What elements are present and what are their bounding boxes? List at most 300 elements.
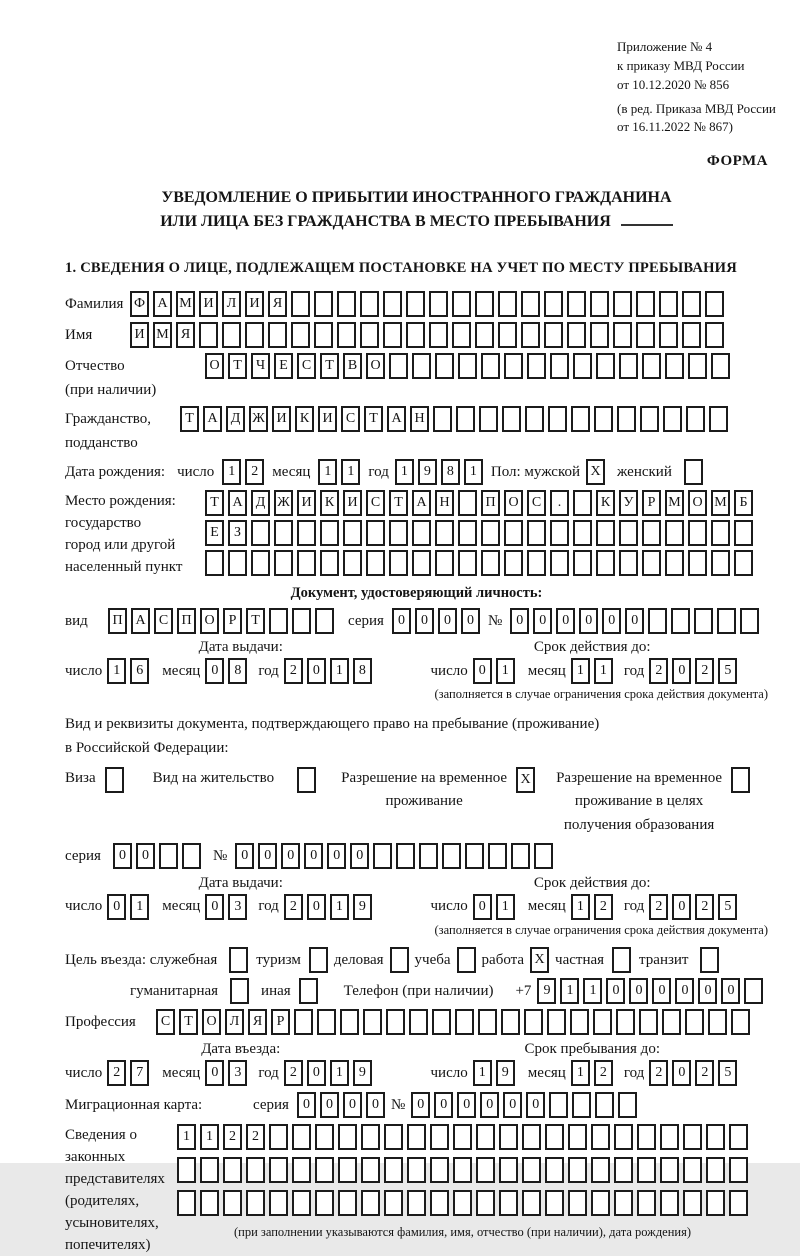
char-cell[interactable]: 0	[327, 843, 346, 869]
char-cell[interactable]: 1	[496, 658, 515, 684]
char-cell[interactable]	[636, 322, 655, 348]
char-cell[interactable]: О	[205, 353, 224, 379]
char-cell[interactable]	[229, 947, 248, 973]
char-cell[interactable]	[637, 1157, 656, 1183]
char-cell[interactable]	[390, 947, 409, 973]
char-cell[interactable]	[199, 322, 218, 348]
char-cell[interactable]	[596, 353, 615, 379]
char-cell[interactable]	[521, 322, 540, 348]
char-cell[interactable]	[660, 1124, 679, 1150]
char-cell[interactable]: 1	[571, 894, 590, 920]
char-cell[interactable]: 0	[434, 1092, 453, 1118]
char-cell[interactable]	[683, 1157, 702, 1183]
char-cell[interactable]	[596, 550, 615, 576]
char-cell[interactable]: 9	[537, 978, 556, 1004]
char-cell[interactable]: 1	[130, 894, 149, 920]
char-cell[interactable]	[522, 1190, 541, 1216]
char-cell[interactable]: 2	[649, 894, 668, 920]
char-cell[interactable]	[550, 353, 569, 379]
char-cell[interactable]: 1	[496, 894, 515, 920]
char-cell[interactable]	[430, 1157, 449, 1183]
char-cell[interactable]	[320, 550, 339, 576]
char-cell[interactable]	[640, 406, 659, 432]
char-cell[interactable]	[361, 1157, 380, 1183]
char-cell[interactable]: Я	[268, 291, 287, 317]
char-cell[interactable]: 2	[284, 894, 303, 920]
char-cell[interactable]: 0	[307, 1060, 326, 1086]
char-cell[interactable]	[452, 291, 471, 317]
char-cell[interactable]	[456, 406, 475, 432]
char-cell[interactable]: 0	[652, 978, 671, 1004]
char-cell[interactable]: 0	[350, 843, 369, 869]
char-cell[interactable]	[525, 406, 544, 432]
char-cell[interactable]: Е	[205, 520, 224, 546]
char-cell[interactable]	[453, 1190, 472, 1216]
char-cell[interactable]	[228, 550, 247, 576]
char-cell[interactable]	[616, 1009, 635, 1035]
char-cell[interactable]	[317, 1009, 336, 1035]
char-cell[interactable]: 2	[695, 658, 714, 684]
char-cell[interactable]	[291, 291, 310, 317]
char-cell[interactable]	[251, 550, 270, 576]
char-cell[interactable]: 1	[464, 459, 483, 485]
char-cell[interactable]: 5	[718, 1060, 737, 1086]
char-cell[interactable]: 0	[205, 1060, 224, 1086]
char-cell[interactable]: Р	[271, 1009, 290, 1035]
char-cell[interactable]: Л	[225, 1009, 244, 1035]
char-cell[interactable]	[717, 608, 736, 634]
char-cell[interactable]	[734, 520, 753, 546]
char-cell[interactable]: Ж	[249, 406, 268, 432]
char-cell[interactable]	[200, 1190, 219, 1216]
char-cell[interactable]: Т	[246, 608, 265, 634]
char-cell[interactable]: К	[596, 490, 615, 516]
char-cell[interactable]	[499, 1157, 518, 1183]
char-cell[interactable]	[711, 550, 730, 576]
char-cell[interactable]: 0	[533, 608, 552, 634]
char-cell[interactable]	[246, 1157, 265, 1183]
char-cell[interactable]	[729, 1124, 748, 1150]
char-cell[interactable]	[274, 550, 293, 576]
char-cell[interactable]	[268, 322, 287, 348]
char-cell[interactable]	[360, 291, 379, 317]
char-cell[interactable]: З	[228, 520, 247, 546]
char-cell[interactable]	[337, 291, 356, 317]
char-cell[interactable]: А	[131, 608, 150, 634]
char-cell[interactable]: 2	[223, 1124, 242, 1150]
char-cell[interactable]	[637, 1124, 656, 1150]
char-cell[interactable]	[568, 1190, 587, 1216]
char-cell[interactable]	[435, 520, 454, 546]
char-cell[interactable]: 2	[594, 894, 613, 920]
char-cell[interactable]: М	[711, 490, 730, 516]
char-cell[interactable]	[338, 1190, 357, 1216]
char-cell[interactable]	[245, 322, 264, 348]
char-cell[interactable]: Т	[389, 490, 408, 516]
char-cell[interactable]: О	[366, 353, 385, 379]
char-cell[interactable]	[343, 520, 362, 546]
char-cell[interactable]	[567, 291, 586, 317]
char-cell[interactable]: И	[272, 406, 291, 432]
char-cell[interactable]: 0	[258, 843, 277, 869]
char-cell[interactable]	[571, 406, 590, 432]
char-cell[interactable]	[709, 406, 728, 432]
char-cell[interactable]	[591, 1124, 610, 1150]
char-cell[interactable]: 0	[473, 894, 492, 920]
char-cell[interactable]: 9	[353, 1060, 372, 1086]
char-cell[interactable]	[700, 947, 719, 973]
char-cell[interactable]	[223, 1157, 242, 1183]
char-cell[interactable]	[458, 520, 477, 546]
char-cell[interactable]: А	[387, 406, 406, 432]
char-cell[interactable]	[591, 1190, 610, 1216]
char-cell[interactable]: 2	[695, 1060, 714, 1086]
char-cell[interactable]	[384, 1190, 403, 1216]
char-cell[interactable]	[338, 1124, 357, 1150]
char-cell[interactable]: 1	[560, 978, 579, 1004]
char-cell[interactable]: .	[550, 490, 569, 516]
char-cell[interactable]: 0	[205, 658, 224, 684]
char-cell[interactable]	[637, 1190, 656, 1216]
char-cell[interactable]	[573, 550, 592, 576]
char-cell[interactable]: А	[153, 291, 172, 317]
char-cell[interactable]	[502, 406, 521, 432]
char-cell[interactable]	[476, 1124, 495, 1150]
char-cell[interactable]: Т	[228, 353, 247, 379]
char-cell[interactable]	[205, 550, 224, 576]
char-cell[interactable]: Р	[642, 490, 661, 516]
char-cell[interactable]	[452, 322, 471, 348]
char-cell[interactable]	[612, 947, 631, 973]
char-cell[interactable]: 0	[480, 1092, 499, 1118]
char-cell[interactable]	[435, 550, 454, 576]
char-cell[interactable]: С	[341, 406, 360, 432]
char-cell[interactable]: 0	[307, 658, 326, 684]
char-cell[interactable]	[545, 1157, 564, 1183]
char-cell[interactable]	[511, 843, 530, 869]
char-cell[interactable]	[419, 843, 438, 869]
char-cell[interactable]: В	[343, 353, 362, 379]
char-cell[interactable]	[412, 353, 431, 379]
char-cell[interactable]	[269, 1124, 288, 1150]
char-cell[interactable]: С	[297, 353, 316, 379]
char-cell[interactable]	[619, 353, 638, 379]
char-cell[interactable]	[407, 1157, 426, 1183]
char-cell[interactable]	[665, 550, 684, 576]
char-cell[interactable]	[430, 1190, 449, 1216]
char-cell[interactable]	[665, 353, 684, 379]
char-cell[interactable]	[297, 767, 316, 793]
char-cell[interactable]	[642, 353, 661, 379]
char-cell[interactable]	[488, 843, 507, 869]
char-cell[interactable]	[315, 1157, 334, 1183]
char-cell[interactable]: 0	[107, 894, 126, 920]
char-cell[interactable]	[429, 291, 448, 317]
char-cell[interactable]	[223, 1190, 242, 1216]
char-cell[interactable]: 0	[113, 843, 132, 869]
char-cell[interactable]	[550, 550, 569, 576]
char-cell[interactable]: С	[156, 1009, 175, 1035]
char-cell[interactable]	[337, 322, 356, 348]
char-cell[interactable]	[688, 520, 707, 546]
char-cell[interactable]	[251, 520, 270, 546]
char-cell[interactable]	[409, 1009, 428, 1035]
char-cell[interactable]: 1	[222, 459, 241, 485]
char-cell[interactable]: А	[412, 490, 431, 516]
char-cell[interactable]: 0	[205, 894, 224, 920]
char-cell[interactable]: Е	[274, 353, 293, 379]
char-cell[interactable]	[453, 1157, 472, 1183]
char-cell[interactable]	[200, 1157, 219, 1183]
char-cell[interactable]: С	[527, 490, 546, 516]
char-cell[interactable]	[573, 353, 592, 379]
char-cell[interactable]: X	[530, 947, 549, 973]
char-cell[interactable]	[504, 550, 523, 576]
char-cell[interactable]	[498, 291, 517, 317]
char-cell[interactable]: 1	[473, 1060, 492, 1086]
char-cell[interactable]	[294, 1009, 313, 1035]
char-cell[interactable]	[662, 1009, 681, 1035]
char-cell[interactable]	[292, 1124, 311, 1150]
char-cell[interactable]	[659, 291, 678, 317]
char-cell[interactable]: О	[200, 608, 219, 634]
char-cell[interactable]	[159, 843, 178, 869]
char-cell[interactable]	[476, 1157, 495, 1183]
char-cell[interactable]: 8	[228, 658, 247, 684]
char-cell[interactable]: 1	[571, 658, 590, 684]
char-cell[interactable]: А	[203, 406, 222, 432]
char-cell[interactable]: П	[108, 608, 127, 634]
char-cell[interactable]	[458, 353, 477, 379]
char-cell[interactable]	[547, 1009, 566, 1035]
char-cell[interactable]: 3	[228, 894, 247, 920]
char-cell[interactable]	[343, 550, 362, 576]
char-cell[interactable]: 0	[461, 608, 480, 634]
char-cell[interactable]: 0	[304, 843, 323, 869]
char-cell[interactable]: X	[516, 767, 535, 793]
char-cell[interactable]	[613, 291, 632, 317]
char-cell[interactable]: О	[688, 490, 707, 516]
char-cell[interactable]: М	[665, 490, 684, 516]
char-cell[interactable]	[269, 1157, 288, 1183]
char-cell[interactable]: Ч	[251, 353, 270, 379]
char-cell[interactable]	[684, 459, 703, 485]
char-cell[interactable]	[740, 608, 759, 634]
char-cell[interactable]: 2	[246, 1124, 265, 1150]
char-cell[interactable]: 9	[496, 1060, 515, 1086]
char-cell[interactable]	[534, 843, 553, 869]
char-cell[interactable]: 9	[418, 459, 437, 485]
char-cell[interactable]: 0	[297, 1092, 316, 1118]
char-cell[interactable]	[315, 608, 334, 634]
char-cell[interactable]	[639, 1009, 658, 1035]
char-cell[interactable]	[663, 406, 682, 432]
char-cell[interactable]	[711, 520, 730, 546]
char-cell[interactable]	[291, 322, 310, 348]
char-cell[interactable]: И	[199, 291, 218, 317]
char-cell[interactable]	[705, 291, 724, 317]
char-cell[interactable]: Н	[435, 490, 454, 516]
char-cell[interactable]	[366, 520, 385, 546]
char-cell[interactable]	[389, 353, 408, 379]
char-cell[interactable]	[613, 322, 632, 348]
char-cell[interactable]	[476, 1190, 495, 1216]
char-cell[interactable]: 0	[307, 894, 326, 920]
char-cell[interactable]: 5	[718, 894, 737, 920]
char-cell[interactable]	[682, 322, 701, 348]
char-cell[interactable]	[481, 353, 500, 379]
char-cell[interactable]: 1	[318, 459, 337, 485]
char-cell[interactable]	[706, 1157, 725, 1183]
char-cell[interactable]: 0	[366, 1092, 385, 1118]
char-cell[interactable]	[457, 947, 476, 973]
char-cell[interactable]	[548, 406, 567, 432]
char-cell[interactable]	[430, 1124, 449, 1150]
char-cell[interactable]	[694, 608, 713, 634]
char-cell[interactable]: Ф	[130, 291, 149, 317]
char-cell[interactable]	[711, 353, 730, 379]
char-cell[interactable]: 0	[281, 843, 300, 869]
char-cell[interactable]	[706, 1190, 725, 1216]
char-cell[interactable]: 0	[698, 978, 717, 1004]
char-cell[interactable]: 9	[353, 894, 372, 920]
char-cell[interactable]	[572, 1092, 591, 1118]
char-cell[interactable]	[573, 520, 592, 546]
char-cell[interactable]	[544, 322, 563, 348]
char-cell[interactable]: 0	[721, 978, 740, 1004]
char-cell[interactable]	[384, 1124, 403, 1150]
char-cell[interactable]	[498, 322, 517, 348]
char-cell[interactable]: 2	[649, 658, 668, 684]
char-cell[interactable]	[314, 322, 333, 348]
char-cell[interactable]	[636, 291, 655, 317]
char-cell[interactable]: 0	[602, 608, 621, 634]
char-cell[interactable]	[297, 550, 316, 576]
char-cell[interactable]	[435, 353, 454, 379]
char-cell[interactable]	[458, 550, 477, 576]
char-cell[interactable]	[570, 1009, 589, 1035]
char-cell[interactable]	[292, 1157, 311, 1183]
char-cell[interactable]: 7	[130, 1060, 149, 1086]
char-cell[interactable]: М	[176, 291, 195, 317]
char-cell[interactable]	[407, 1124, 426, 1150]
char-cell[interactable]: 0	[415, 608, 434, 634]
char-cell[interactable]	[246, 1190, 265, 1216]
char-cell[interactable]: И	[245, 291, 264, 317]
char-cell[interactable]: 0	[672, 1060, 691, 1086]
char-cell[interactable]: 0	[457, 1092, 476, 1118]
char-cell[interactable]: К	[295, 406, 314, 432]
char-cell[interactable]: М	[153, 322, 172, 348]
char-cell[interactable]	[269, 608, 288, 634]
char-cell[interactable]: 1	[330, 1060, 349, 1086]
char-cell[interactable]: 1	[107, 658, 126, 684]
char-cell[interactable]	[105, 767, 124, 793]
char-cell[interactable]	[596, 520, 615, 546]
char-cell[interactable]	[269, 1190, 288, 1216]
char-cell[interactable]	[499, 1190, 518, 1216]
char-cell[interactable]	[591, 1157, 610, 1183]
char-cell[interactable]: 0	[672, 894, 691, 920]
char-cell[interactable]	[458, 490, 477, 516]
char-cell[interactable]: 2	[594, 1060, 613, 1086]
char-cell[interactable]	[230, 978, 249, 1004]
char-cell[interactable]: О	[504, 490, 523, 516]
char-cell[interactable]: Р	[223, 608, 242, 634]
char-cell[interactable]: 1	[200, 1124, 219, 1150]
char-cell[interactable]	[573, 490, 592, 516]
char-cell[interactable]	[504, 520, 523, 546]
char-cell[interactable]	[299, 978, 318, 1004]
char-cell[interactable]	[549, 1092, 568, 1118]
char-cell[interactable]	[479, 406, 498, 432]
char-cell[interactable]	[412, 550, 431, 576]
char-cell[interactable]	[363, 1009, 382, 1035]
char-cell[interactable]	[688, 353, 707, 379]
char-cell[interactable]: Н	[410, 406, 429, 432]
char-cell[interactable]: 1	[330, 894, 349, 920]
char-cell[interactable]	[524, 1009, 543, 1035]
char-cell[interactable]	[455, 1009, 474, 1035]
char-cell[interactable]: 1	[594, 658, 613, 684]
char-cell[interactable]: А	[228, 490, 247, 516]
char-cell[interactable]	[642, 520, 661, 546]
char-cell[interactable]: Т	[179, 1009, 198, 1035]
char-cell[interactable]	[619, 550, 638, 576]
char-cell[interactable]	[292, 608, 311, 634]
char-cell[interactable]: Д	[251, 490, 270, 516]
char-cell[interactable]	[593, 1009, 612, 1035]
char-cell[interactable]	[619, 520, 638, 546]
char-cell[interactable]: Т	[205, 490, 224, 516]
char-cell[interactable]	[683, 1124, 702, 1150]
char-cell[interactable]: 2	[284, 1060, 303, 1086]
char-cell[interactable]	[373, 843, 392, 869]
char-cell[interactable]: 8	[353, 658, 372, 684]
char-cell[interactable]	[320, 520, 339, 546]
char-cell[interactable]: 3	[228, 1060, 247, 1086]
char-cell[interactable]	[315, 1190, 334, 1216]
char-cell[interactable]	[544, 291, 563, 317]
char-cell[interactable]: П	[177, 608, 196, 634]
char-cell[interactable]: 0	[629, 978, 648, 1004]
char-cell[interactable]	[618, 1092, 637, 1118]
char-cell[interactable]: 0	[675, 978, 694, 1004]
char-cell[interactable]: К	[320, 490, 339, 516]
char-cell[interactable]	[406, 291, 425, 317]
char-cell[interactable]	[386, 1009, 405, 1035]
char-cell[interactable]	[292, 1190, 311, 1216]
char-cell[interactable]: Я	[248, 1009, 267, 1035]
char-cell[interactable]: Д	[226, 406, 245, 432]
char-cell[interactable]	[708, 1009, 727, 1035]
char-cell[interactable]	[527, 520, 546, 546]
char-cell[interactable]	[688, 550, 707, 576]
char-cell[interactable]: 1	[177, 1124, 196, 1150]
char-cell[interactable]	[671, 608, 690, 634]
char-cell[interactable]	[522, 1157, 541, 1183]
char-cell[interactable]	[407, 1190, 426, 1216]
char-cell[interactable]	[389, 520, 408, 546]
char-cell[interactable]: У	[619, 490, 638, 516]
char-cell[interactable]	[222, 322, 241, 348]
char-cell[interactable]: 0	[320, 1092, 339, 1118]
char-cell[interactable]	[595, 1092, 614, 1118]
char-cell[interactable]	[683, 1190, 702, 1216]
char-cell[interactable]	[429, 322, 448, 348]
char-cell[interactable]	[475, 322, 494, 348]
char-cell[interactable]: 1	[395, 459, 414, 485]
